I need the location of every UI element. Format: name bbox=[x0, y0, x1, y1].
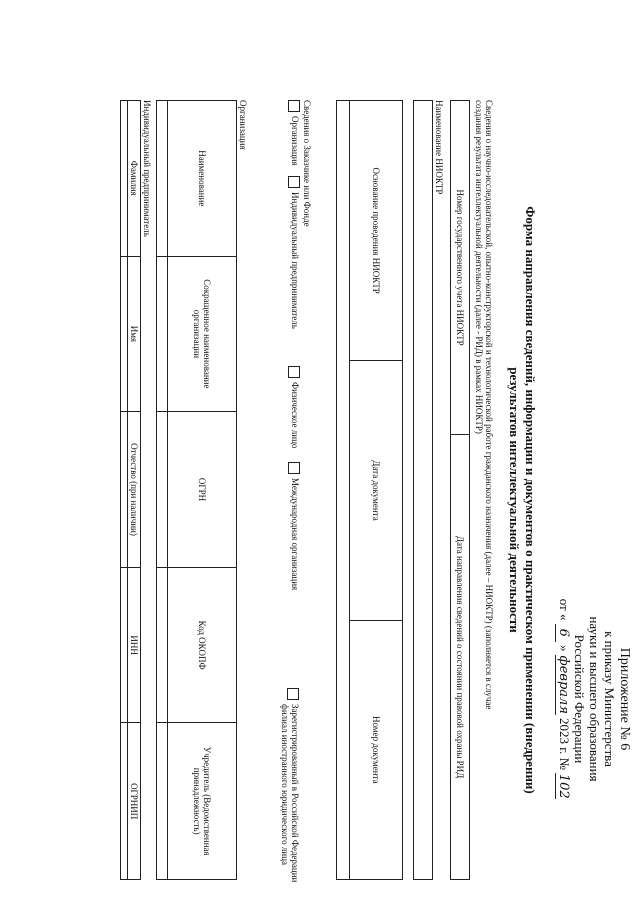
individual-entrepreneur-header-row bbox=[127, 100, 141, 880]
international-organization-checkbox[interactable] bbox=[288, 462, 300, 474]
individual-entrepreneur-label: Индивидуальный предприниматель bbox=[142, 100, 152, 237]
title-line-2: результатов интеллектуальной деятельности bbox=[507, 367, 522, 633]
ip-ogrnip-header: ОГРНИП bbox=[129, 783, 139, 820]
org-name-value[interactable] bbox=[157, 101, 167, 257]
ip-ogrnip-value[interactable] bbox=[121, 723, 127, 879]
org-ogrn-value[interactable] bbox=[157, 412, 167, 568]
appendix-header bbox=[555, 589, 632, 809]
appendix-line-2: к приказу Министерства bbox=[602, 631, 617, 767]
intro-line-2: создания результата интеллектуальной деятельности (далее - РИД) в рамках НИОКТР) bbox=[474, 100, 484, 434]
option-natural-person[interactable]: Физическое лицо bbox=[288, 366, 300, 448]
date-month: февраля bbox=[556, 655, 571, 714]
intro-line-1: Сведения о научно-исследовательской, опытно-конструкторской и технологической работе гражданского назначения (далее – НИОКТР) (заполняется в случае bbox=[484, 100, 494, 710]
option-international-organization[interactable]: Международная организация bbox=[288, 462, 300, 590]
natural-person-checkbox[interactable] bbox=[288, 366, 300, 378]
customer-label: Сведения о Заказчике или Фонде bbox=[302, 100, 312, 227]
org-short-name-value[interactable] bbox=[157, 257, 167, 413]
ip-name-value[interactable] bbox=[121, 257, 127, 413]
date-year: 2023 г. № bbox=[557, 717, 572, 771]
basis-header: Основание проведения НИОКТР bbox=[350, 101, 402, 361]
org-okopf-value[interactable] bbox=[157, 568, 167, 724]
appendix-line-4: Российской Федерации bbox=[572, 634, 587, 764]
niokr-basis-row bbox=[349, 100, 403, 880]
niokr-name-field[interactable] bbox=[413, 100, 433, 880]
ip-name-header: Имя bbox=[128, 257, 140, 413]
organization-header-row bbox=[167, 100, 237, 880]
org-founder-value[interactable] bbox=[157, 723, 167, 879]
org-founder-header: Учредитель (Ведомственная принадлежность) bbox=[192, 746, 212, 856]
org-name-header: Наименование bbox=[168, 101, 236, 257]
ip-surname-header: Фамилия bbox=[128, 101, 140, 257]
ip-inn-header: ИНН bbox=[128, 568, 140, 724]
org-short-name-header: Сокращенное наименование организации bbox=[168, 257, 236, 413]
option-organization[interactable]: Организация bbox=[288, 100, 300, 166]
option-individual-entrepreneur[interactable]: Индивидуальный предприниматель bbox=[288, 176, 300, 329]
individual-entrepreneur-checkbox[interactable] bbox=[288, 176, 300, 188]
title-line-1: Форма направления сведений, информации и документов о практическом применении (внедрении) bbox=[523, 206, 538, 794]
date-day: 6 bbox=[555, 624, 571, 642]
ip-patronymic-header: Отчество (при наличии) bbox=[128, 412, 140, 568]
organization-checkbox[interactable] bbox=[288, 100, 300, 112]
appendix-number: Приложение № 6 bbox=[617, 647, 632, 751]
date-number: 102 bbox=[556, 773, 571, 799]
organization-value-row bbox=[156, 100, 168, 880]
appendix-date-line bbox=[555, 589, 572, 809]
niokr-intro bbox=[474, 100, 494, 880]
niokr-name-label: Наименование НИОКТР bbox=[434, 100, 444, 195]
document-date-header: Дата документа bbox=[350, 361, 402, 620]
niokr-registration-row bbox=[450, 100, 470, 880]
customer-type-options bbox=[260, 100, 300, 890]
org-ogrn-header: ОГРН bbox=[168, 412, 236, 568]
org-okopf-header: Код ОКОПФ bbox=[168, 568, 236, 724]
page-title bbox=[506, 150, 538, 850]
appendix-line-3: науки и высшего образования bbox=[587, 616, 602, 782]
date-mid: » bbox=[557, 644, 572, 652]
document-number-header: Номер документа bbox=[371, 716, 381, 784]
organization-label: Организация bbox=[238, 100, 248, 150]
ip-patronymic-value[interactable] bbox=[121, 412, 127, 568]
registration-number-header: Номер государственного учета НИОКТР bbox=[451, 101, 469, 435]
niokr-basis-values-row[interactable] bbox=[336, 100, 350, 880]
ip-surname-value[interactable] bbox=[121, 101, 127, 257]
individual-entrepreneur-value-row bbox=[120, 100, 128, 880]
foreign-branch-checkbox[interactable] bbox=[287, 688, 299, 700]
ip-inn-value[interactable] bbox=[121, 568, 127, 724]
legal-protection-date-header: Дата направления сведений о состоянии правовой охраны РИД bbox=[455, 535, 465, 779]
date-prefix: от « bbox=[557, 598, 572, 621]
option-foreign-branch[interactable]: Зарегистрированный в Российской Федерации филиал иностранного юридического лица bbox=[280, 688, 300, 888]
